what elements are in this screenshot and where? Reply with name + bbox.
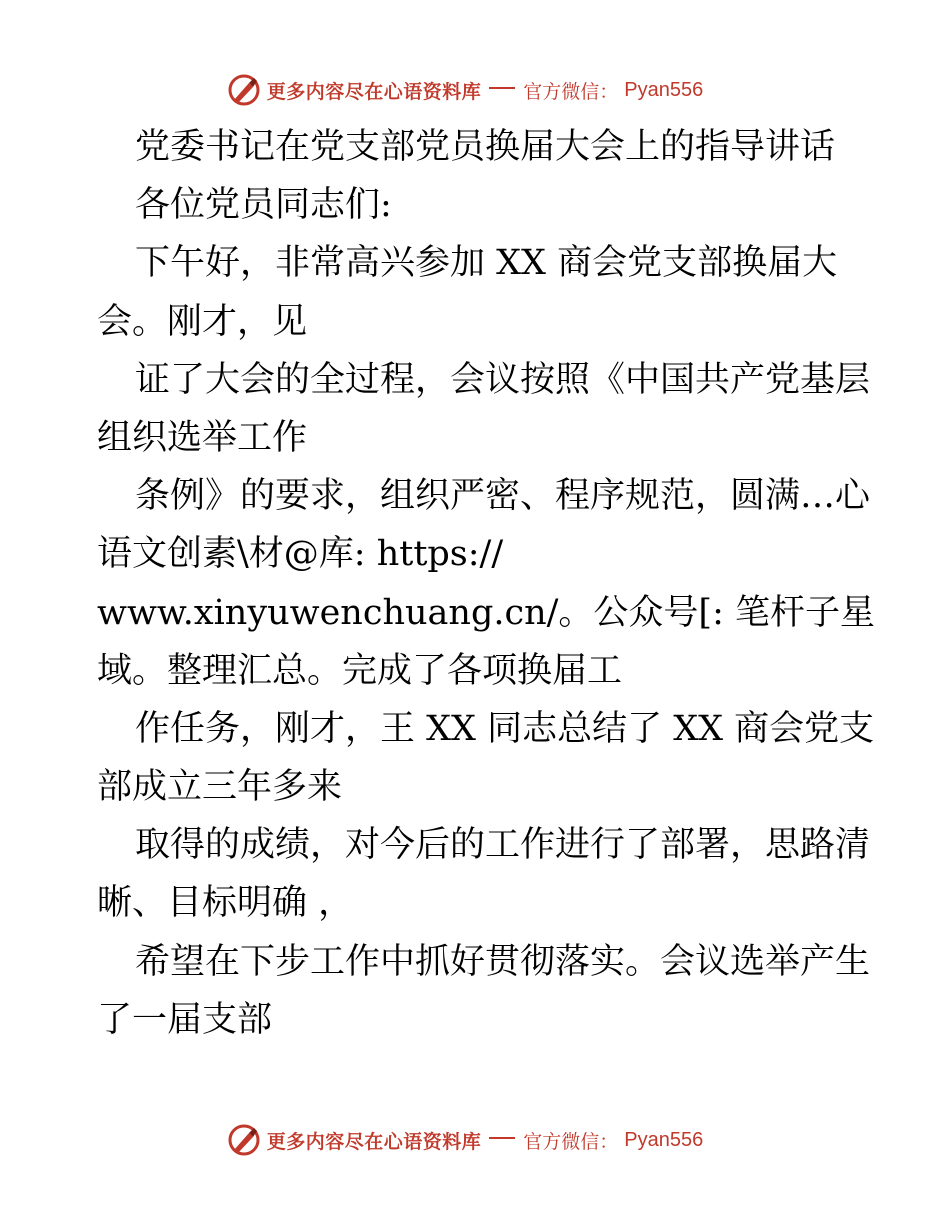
text-line: 证了大会的全过程，会议按照《中国共产党基层 — [135, 359, 871, 400]
text-line: 作任务，刚才，王 XX 同志总结了 XX 商会党支 — [135, 708, 875, 749]
banner-contact-label: 官方微信： — [523, 1130, 619, 1153]
document-body — [97, 118, 875, 1049]
text-line: 语文创素\材@库: https:// — [97, 534, 504, 575]
text-line: 部成立三年多来 — [97, 767, 343, 808]
text-line: 了一届支部 — [97, 999, 273, 1040]
text-line: 希望在下步工作中抓好贯彻落实。会议选举产生 — [135, 941, 871, 982]
banner-divider — [489, 87, 515, 89]
header-banner — [0, 70, 950, 110]
banner-divider — [489, 1137, 515, 1139]
header-banner-content — [227, 73, 704, 107]
text-line: 取得的成绩，对今后的工作进行了部署，思路清 — [135, 825, 871, 866]
footer-banner — [0, 1120, 950, 1160]
text-line: www.xinyuwenchuang.cn/。公众号[: 笔杆子星 — [97, 592, 875, 633]
text-line: 下午好，非常高兴参加 XX 商会党支部换届大 — [135, 243, 838, 284]
text-line: 域。整理汇总。完成了各项换届工 — [97, 650, 623, 691]
text-line: 组织选举工作 — [97, 417, 308, 458]
document-title: 党委书记在党支部党员换届大会上的指导讲话 — [135, 127, 836, 167]
text-line: 晰、目标明确 ， — [97, 883, 354, 924]
text-line: 条例》的要求，组织严密、程序规范，圆满…心 — [135, 476, 871, 517]
pen-logo-icon — [227, 1123, 261, 1157]
banner-title: 更多内容尽在心语资料库 — [266, 1130, 482, 1153]
salutation-line: 各位党员同志们: — [135, 185, 392, 226]
banner-wechat-id: Pyan556 — [624, 78, 704, 101]
pen-logo-icon — [227, 73, 261, 107]
text-line: 会。刚才，见 — [97, 301, 308, 342]
banner-wechat-id: Pyan556 — [624, 1128, 704, 1151]
footer-banner-content — [227, 1123, 704, 1157]
banner-contact-label: 官方微信： — [523, 80, 619, 103]
banner-title: 更多内容尽在心语资料库 — [266, 80, 482, 103]
